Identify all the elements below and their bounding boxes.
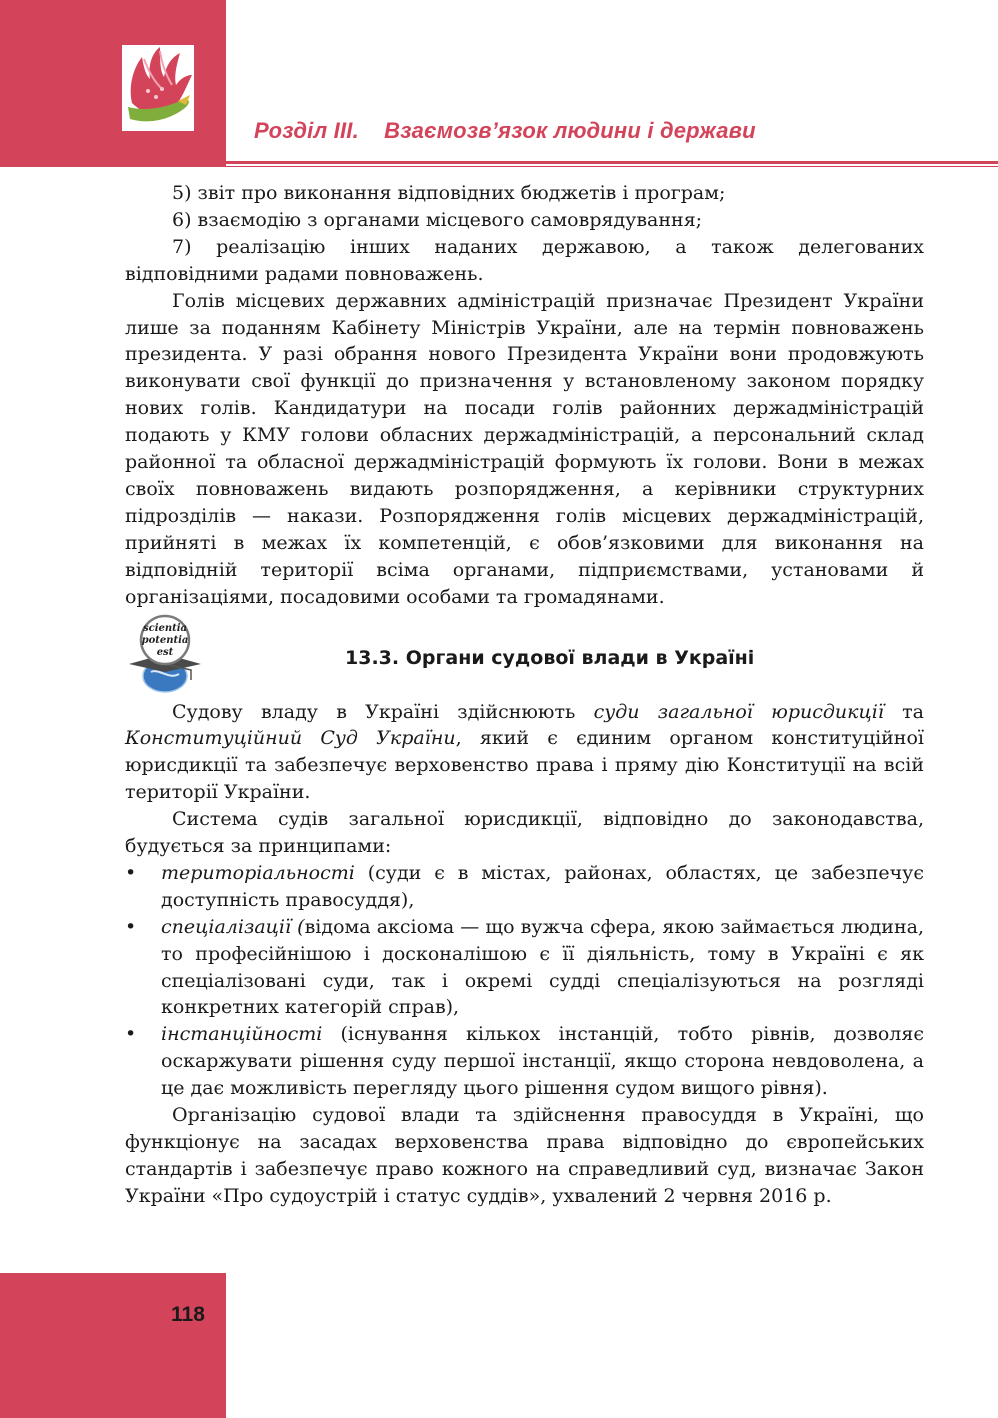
emphasis-term: Конституційний Суд України xyxy=(125,727,456,750)
text-run: відома аксіома — що вужча сфера, якою займається людина, то професійнішою і досконалішою є її діяльність, тому в Україні є як спеціалізовані суди, так і окремі судді спеціалізуються на розгляді конкретних категорій справ), xyxy=(161,915,924,1019)
paragraph: Голів місцевих державних адміністрацій призначає Президент України лише за поданням Кабінету Міністрів України, але на термін повноважень президента. У разі обрання нового Президента України вони продовжують виконувати свої функції до призначення у встановленому законом порядку нових голів. Кандидатури на посади голів районних держадміністрацій подають у КМУ голови обласних держадміністрацій, а персональний склад районної та обласної держадміністрацій формують їх голови. Вони в межах своїх повноважень видають розпорядження, а керівники структурних підрозділів — накази. Розпорядження голів місцевих держадміністрацій, прийняті в межах їх компетенцій, є обов’язковими для виконання на відповідній території всіма органами, підприємствами, установами й організаціями, посадовими особами та громадянами. xyxy=(125,289,924,608)
badge-text-1: scientia xyxy=(142,622,188,634)
footer-color-band xyxy=(0,1273,226,1418)
list-item xyxy=(125,914,924,1022)
text-run: (суди є в містах, районах, областях, це забезпечує доступність правосуддя), xyxy=(161,861,924,911)
chapter-title: Розділ III. Взаємозв’язок людини і держави xyxy=(254,118,756,143)
list-item xyxy=(125,860,924,914)
header-rule-thin xyxy=(226,166,998,167)
page-number: 118 xyxy=(171,1303,205,1326)
text-run: Судову владу в Україні здійснюють xyxy=(172,700,594,723)
emphasis-term: територіальності xyxy=(161,861,355,884)
bullet-icon: • xyxy=(125,915,137,938)
page-body xyxy=(125,180,924,1210)
text-run: (існування кількох інстанцій, тобто рівнів, дозволяє оскаржувати рішення суду першої інстанції, якщо сторона невдоволена, а це дає можливість перегляду цього рішення судом вищого рівня). xyxy=(161,1023,924,1100)
list-item xyxy=(125,1021,924,1102)
paragraph: Організацію судової влади та здійснення правосуддя в Україні, що функціонує на засадах верховенства права відповідно до європейських стандартів і забезпечує право кожного на справедливий суд, визначає Закон України «Про судоустрій і статус суддів», ухвалений 2 червня 2016 р. xyxy=(125,1104,924,1207)
badge-text-2: potentia xyxy=(141,634,189,646)
principles-list xyxy=(125,860,924,1102)
paragraph: Система судів загальної юрисдикції, відповідно до законодавства, будується за принципами: xyxy=(125,808,924,858)
badge-text-3: est xyxy=(156,646,174,658)
paragraph: 5) звіт про виконання відповідних бюджетів і програм; xyxy=(172,182,726,204)
bullet-icon: • xyxy=(125,861,137,884)
bullet-icon: • xyxy=(125,1023,137,1046)
emphasis-term: спеціалізації ( xyxy=(161,915,305,938)
header-rule xyxy=(226,161,998,164)
paragraph: 6) взаємодію з органами місцевого самоврядування; xyxy=(172,208,703,231)
hand-bird-icon xyxy=(122,45,194,131)
emphasis-term: інстанційності xyxy=(161,1023,323,1046)
text-run: та xyxy=(883,700,924,723)
chapter-logo xyxy=(122,45,194,131)
scientia-potentia-est-icon xyxy=(125,614,205,696)
text-run: , який є єдиним органом конституційної юрисдикції та забезпечує верховенство права і пряму дію Конституції на всій території України. xyxy=(125,727,924,804)
section-heading-block xyxy=(125,611,924,699)
paragraph: 7) реалізацію інших наданих державою, а також делегованих відповідними радами повноважень. xyxy=(125,235,924,285)
section-title: 13.3. Органи судової влади в Україні xyxy=(345,646,755,669)
emphasis-term: суди загальної юрисдикції xyxy=(593,700,884,723)
paragraph xyxy=(125,699,924,807)
